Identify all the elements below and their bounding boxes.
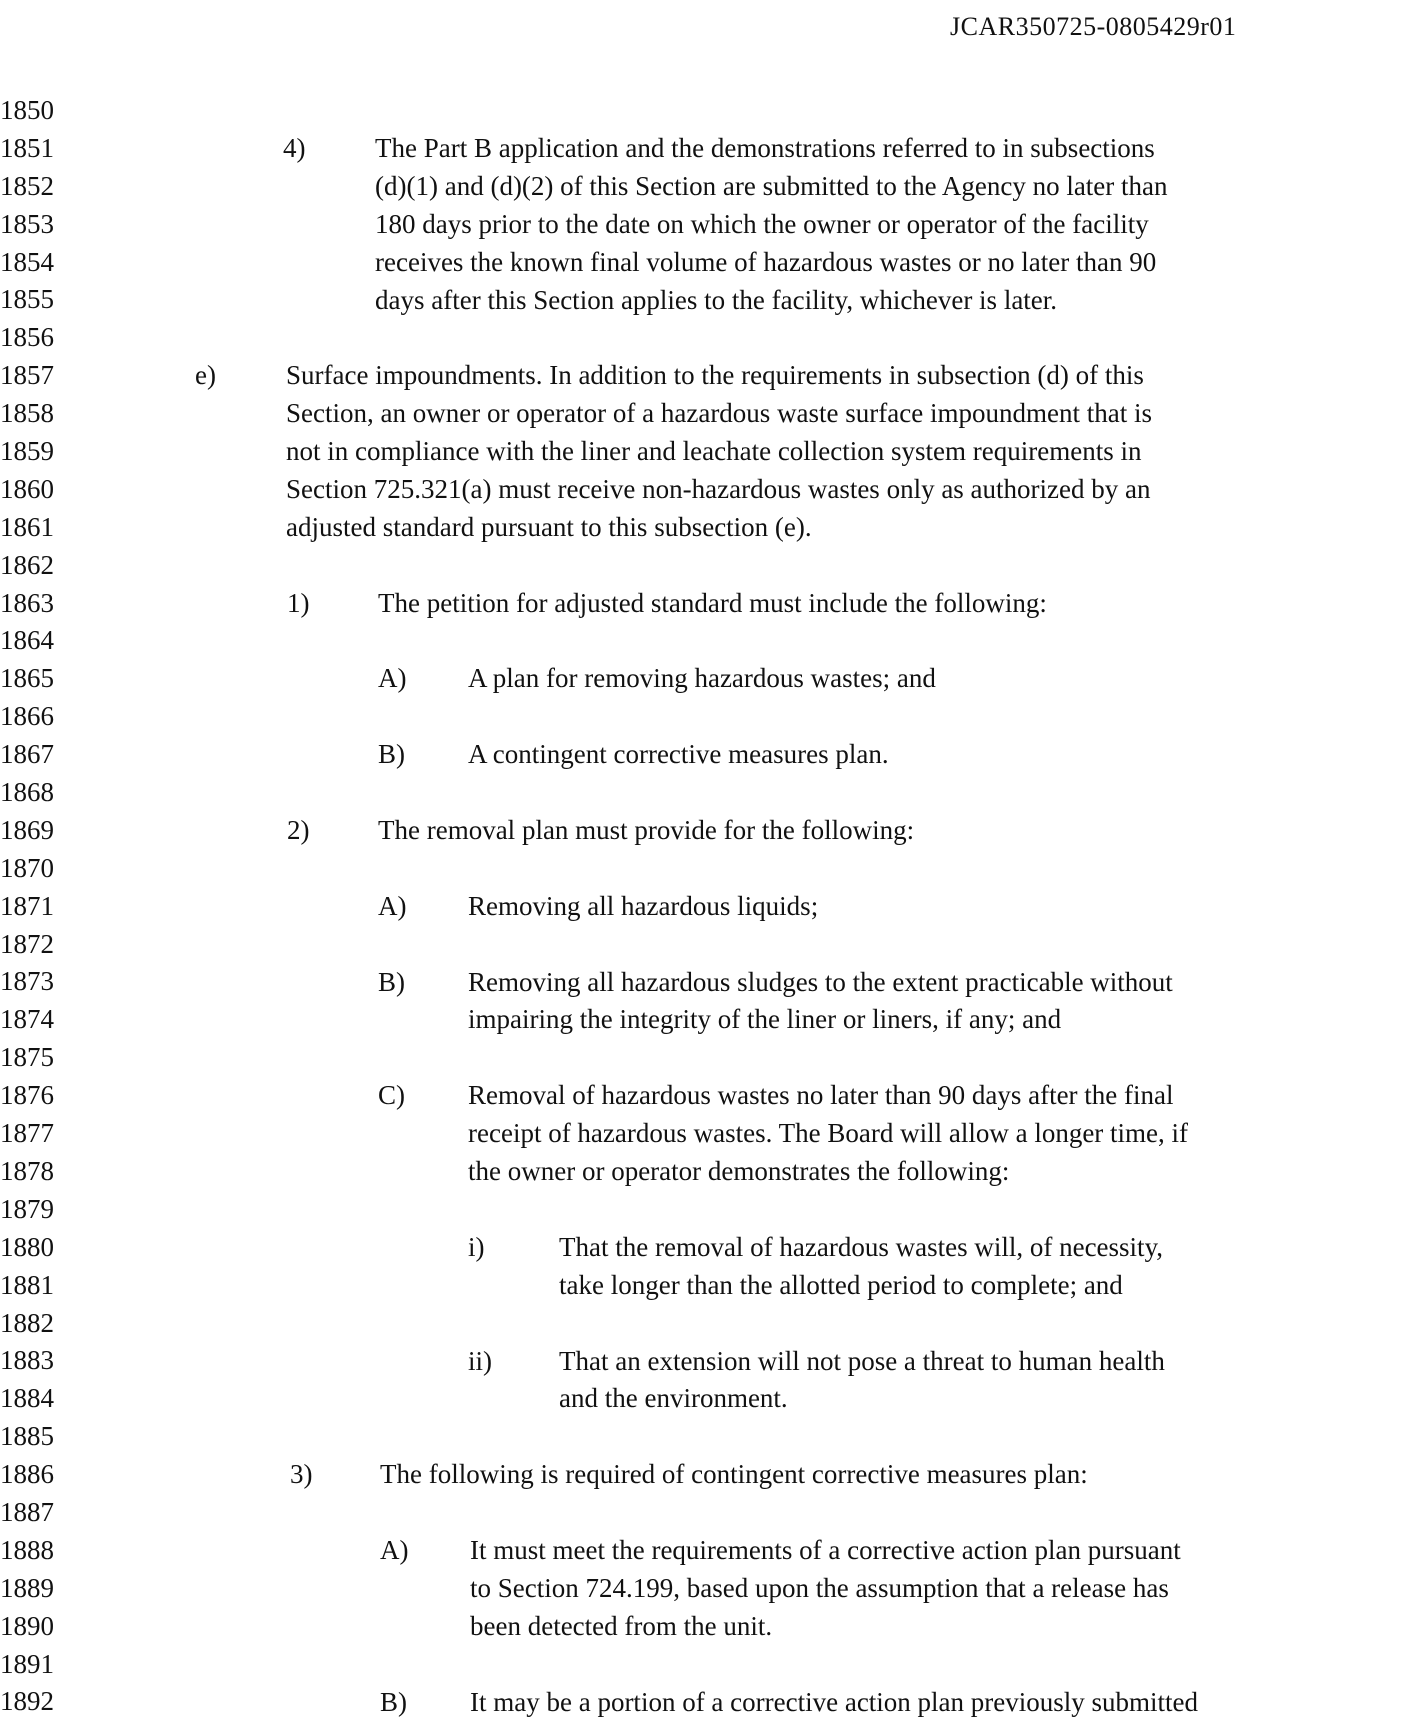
item-label: 2)	[287, 815, 310, 846]
paragraph-line	[0, 1343, 1408, 1381]
line-number: 1877	[0, 1118, 54, 1149]
paragraph-line	[0, 1229, 1408, 1267]
line-number: 1859	[0, 436, 54, 467]
item-text: Removing all hazardous sludges to the extent practicable without	[468, 966, 1173, 997]
blank-line	[0, 1305, 1408, 1343]
line-number: 1854	[0, 246, 54, 277]
item-label: A)	[380, 1534, 409, 1565]
line-number: 1882	[0, 1307, 54, 1338]
line-number: 1858	[0, 398, 54, 429]
line-number: 1881	[0, 1269, 54, 1300]
item-text: receives the known final volume of hazardous wastes or no later than 90	[375, 246, 1157, 277]
line-number: 1863	[0, 587, 54, 618]
line-number: 1861	[0, 511, 54, 542]
item-label: A)	[378, 890, 407, 921]
item-label: B)	[380, 1686, 407, 1717]
paragraph-line	[0, 1456, 1408, 1494]
line-number: 1868	[0, 777, 54, 808]
blank-line	[0, 774, 1408, 812]
line-number: 1870	[0, 852, 54, 883]
paragraph-line	[0, 130, 1408, 168]
item-text: 180 days prior to the date on which the owner or operator of the facility	[375, 208, 1149, 239]
item-text: A contingent corrective measures plan.	[468, 739, 889, 770]
line-number: 1873	[0, 966, 54, 997]
line-number: 1871	[0, 890, 54, 921]
item-label: B)	[378, 739, 405, 770]
item-text: not in compliance with the liner and leachate collection system requirements in	[286, 436, 1142, 467]
paragraph-line	[0, 1153, 1408, 1191]
line-number: 1869	[0, 814, 54, 845]
line-number: 1866	[0, 701, 54, 732]
item-text: Removal of hazardous wastes no later than 90 days after the final	[468, 1080, 1174, 1111]
blank-line	[0, 547, 1408, 585]
item-label: 1)	[287, 587, 310, 618]
item-text: The petition for adjusted standard must include the following:	[378, 587, 1047, 618]
line-number: 1855	[0, 284, 54, 315]
item-label: A)	[378, 663, 407, 694]
line-number: 1850	[0, 95, 54, 125]
line-number: 1856	[0, 322, 54, 353]
paragraph-line	[0, 1115, 1408, 1153]
paragraph-line	[0, 1570, 1408, 1608]
paragraph-line	[0, 471, 1408, 509]
line-number: 1891	[0, 1648, 54, 1679]
paragraph-line	[0, 509, 1408, 547]
blank-line	[0, 1646, 1408, 1684]
line-number: 1862	[0, 549, 54, 580]
line-number: 1876	[0, 1080, 54, 1111]
paragraph-line	[0, 1684, 1408, 1722]
document-id: JCAR350725-0805429r01	[950, 12, 1237, 41]
line-number: 1864	[0, 625, 54, 656]
line-number: 1888	[0, 1534, 54, 1565]
item-text: days after this Section applies to the facility, whichever is later.	[375, 284, 1058, 315]
paragraph-line	[0, 1380, 1408, 1418]
item-label: B)	[378, 966, 405, 997]
line-number: 1860	[0, 473, 54, 504]
paragraph-line	[0, 964, 1408, 1002]
paragraph-line	[0, 1077, 1408, 1115]
item-label: i)	[468, 1231, 485, 1262]
item-text: (d)(1) and (d)(2) of this Section are submitted to the Agency no later than	[375, 170, 1168, 201]
item-label: C)	[378, 1080, 405, 1111]
line-number: 1867	[0, 739, 54, 770]
paragraph-line	[0, 736, 1408, 774]
line-number: 1880	[0, 1231, 54, 1262]
blank-line	[0, 319, 1408, 357]
blank-line	[0, 698, 1408, 736]
item-text: adjusted standard pursuant to this subsection (e).	[286, 511, 812, 542]
line-number: 1887	[0, 1496, 54, 1527]
line-number: 1879	[0, 1193, 54, 1224]
blank-line	[0, 1418, 1408, 1456]
item-text: A plan for removing hazardous wastes; and	[468, 663, 936, 694]
item-text: The Part B application and the demonstrations referred to in subsections	[375, 133, 1155, 163]
item-text: impairing the integrity of the liner or liners, if any; and	[468, 1004, 1062, 1035]
paragraph-line	[0, 357, 1408, 395]
paragraph-line	[0, 585, 1408, 623]
paragraph-line	[0, 168, 1408, 206]
line-number: 1872	[0, 928, 54, 959]
item-label: e)	[195, 360, 216, 391]
line-number: 1889	[0, 1572, 54, 1603]
paragraph-line	[0, 244, 1408, 282]
blank-line	[0, 1494, 1408, 1532]
document-body	[0, 130, 1408, 1721]
blank-line	[0, 850, 1408, 888]
line-number: 1874	[0, 1004, 54, 1035]
blank-line	[0, 1039, 1408, 1077]
paragraph-line	[0, 282, 1408, 320]
blank-line	[0, 623, 1408, 661]
item-text: and the environment.	[559, 1383, 788, 1414]
line-number: 1875	[0, 1042, 54, 1073]
item-text: Section 725.321(a) must receive non-hazardous wastes only as authorized by an	[286, 474, 1151, 505]
line-number: 1857	[0, 360, 54, 391]
item-text: been detected from the unit.	[470, 1610, 773, 1641]
paragraph-line	[0, 206, 1408, 244]
item-text: That an extension will not pose a threat to human health	[559, 1345, 1165, 1376]
paragraph-line	[0, 395, 1408, 433]
paragraph-line	[0, 1532, 1408, 1570]
item-label: 3)	[290, 1459, 313, 1490]
blank-line	[0, 926, 1408, 964]
line-number: 1890	[0, 1610, 54, 1641]
line-number: 1851	[0, 132, 54, 163]
item-text: It may be a portion of a corrective action plan previously submitted	[470, 1686, 1199, 1717]
item-text: That the removal of hazardous wastes will, of necessity,	[559, 1231, 1164, 1262]
item-text: receipt of hazardous wastes. The Board will allow a longer time, if	[468, 1118, 1189, 1149]
paragraph-line	[0, 1608, 1408, 1646]
line-number: 1885	[0, 1421, 54, 1452]
line-number: 1884	[0, 1383, 54, 1414]
item-text: Section, an owner or operator of a hazardous waste surface impoundment that is	[286, 398, 1152, 429]
line-number: 1883	[0, 1345, 54, 1376]
item-text: Surface impoundments. In addition to the requirements in subsection (d) of this	[286, 360, 1144, 391]
item-text: The following is required of contingent corrective measures plan:	[380, 1459, 1088, 1490]
item-text: the owner or operator demonstrates the following:	[468, 1156, 1010, 1187]
item-text: take longer than the allotted period to complete; and	[559, 1269, 1123, 1300]
item-text: It must meet the requirements of a corrective action plan pursuant	[470, 1534, 1181, 1565]
paragraph-line	[0, 660, 1408, 698]
line-number: 1878	[0, 1155, 54, 1186]
item-text: The removal plan must provide for the following:	[378, 815, 915, 846]
paragraph-line	[0, 1001, 1408, 1039]
line-number: 1852	[0, 170, 54, 201]
paragraph-line	[0, 1267, 1408, 1305]
paragraph-line	[0, 812, 1408, 850]
line-number: 1892	[0, 1686, 54, 1717]
blank-line	[0, 1191, 1408, 1229]
line-number: 1886	[0, 1459, 54, 1490]
paragraph-line	[0, 433, 1408, 471]
line-number: 1853	[0, 208, 54, 239]
paragraph-line	[0, 888, 1408, 926]
item-text: Removing all hazardous liquids;	[468, 890, 819, 921]
line-number: 1865	[0, 663, 54, 694]
item-label: ii)	[468, 1345, 492, 1376]
item-text: to Section 724.199, based upon the assumption that a release has	[470, 1572, 1169, 1603]
item-label: 4)	[283, 133, 306, 163]
